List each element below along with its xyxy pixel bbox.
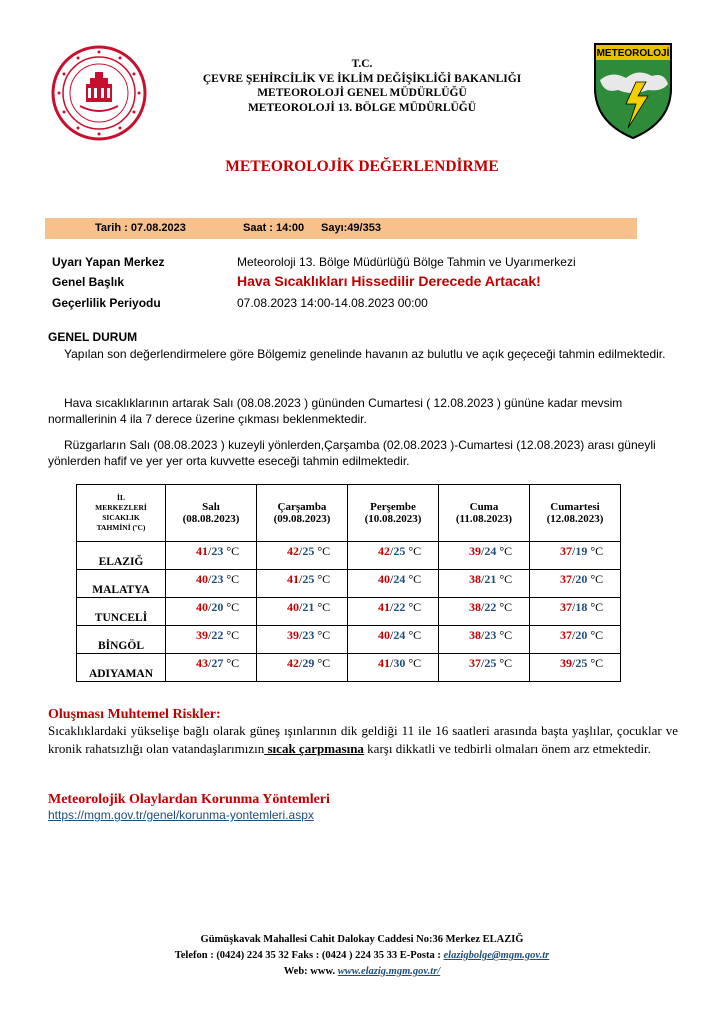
- footer: [0, 932, 724, 980]
- degree-unit: °C: [223, 572, 240, 586]
- city-name: BİNGÖL: [77, 626, 166, 654]
- temperature-cell: [257, 598, 348, 626]
- max-temp: 41: [378, 656, 390, 670]
- risks-text: Sıcaklıklardaki yükselişe bağlı olarak güneş ışınlarının dik geldiği 11 ile 16 saatleri arasında başta yaşlılar, çocuklar ve kronik rahatsızlığı olan vatandaşlarımızın sıcak çarpmasına karşı dikkatli ve tedbirli olmaları önem arz etmektedir.: [48, 723, 678, 756]
- general-paragraph-1: Yapılan son değerlendirmelere göre Bölgemiz genelinde havanın az bulutlu ve açık geçeceği tahmin edilmektedir.: [64, 347, 666, 361]
- degree-unit: °C: [223, 656, 240, 670]
- min-temp: 23: [302, 628, 315, 642]
- meteoroloji-logo: [592, 40, 674, 140]
- table-row: [77, 626, 621, 654]
- temp-separator: /: [481, 656, 485, 670]
- temp-separator: /: [208, 656, 212, 670]
- min-temp: 23: [211, 544, 224, 558]
- temp-separator: /: [208, 544, 212, 558]
- max-temp: 39: [196, 628, 208, 642]
- max-temp: 39: [287, 628, 299, 642]
- degree-unit: °C: [405, 628, 422, 642]
- table-day-header: Cuma (11.08.2023): [439, 485, 530, 542]
- min-temp: 25: [484, 656, 497, 670]
- min-temp: 18: [575, 600, 588, 614]
- max-temp: 40: [378, 628, 390, 642]
- min-temp: 27: [211, 656, 224, 670]
- footer-address: Gümüşkavak Mahallesi Cahit Dalokay Caddesi No:36 Merkez ELAZIĞ: [200, 934, 524, 945]
- temperature-cell: [166, 654, 257, 682]
- min-temp: 29: [302, 656, 315, 670]
- header-regional-directorate: METEOROLOJİ 13. BÖLGE MÜDÜRLÜĞÜ: [247, 101, 477, 114]
- city-name: ADIYAMAN: [77, 654, 166, 682]
- max-temp: 40: [287, 600, 299, 614]
- time-text: Saat : 14:00: [243, 222, 305, 234]
- min-temp: 21: [484, 572, 497, 586]
- temperature-cell: [257, 654, 348, 682]
- temperature-cell: [530, 542, 621, 570]
- temperature-cell: [530, 626, 621, 654]
- degree-unit: °C: [496, 544, 513, 558]
- degree-unit: °C: [587, 656, 604, 670]
- temp-separator: /: [572, 544, 576, 558]
- degree-unit: °C: [223, 600, 240, 614]
- temperature-cell: [439, 542, 530, 570]
- temp-separator: /: [390, 544, 394, 558]
- temp-separator: /: [481, 628, 485, 642]
- max-temp: 41: [378, 600, 390, 614]
- temperature-cell: [439, 570, 530, 598]
- degree-unit: °C: [496, 600, 513, 614]
- table-row: [77, 598, 621, 626]
- max-temp: 38: [469, 600, 481, 614]
- degree-unit: °C: [587, 600, 604, 614]
- degree-unit: °C: [223, 628, 240, 642]
- temp-separator: /: [390, 628, 394, 642]
- table-corner-header: İL MERKEZLERİ SICAKLIK TAHMİNİ (ºC): [77, 485, 166, 542]
- logo-text: METEOROLOJİ: [596, 48, 670, 59]
- temp-separator: /: [481, 544, 485, 558]
- city-name: MALATYA: [77, 570, 166, 598]
- temp-separator: /: [208, 628, 212, 642]
- min-temp: 23: [211, 572, 224, 586]
- min-temp: 20: [575, 572, 588, 586]
- temp-separator: /: [299, 572, 303, 586]
- temp-separator: /: [299, 544, 303, 558]
- risks-emphasis: sıcak çarpmasına: [264, 741, 364, 756]
- min-temp: 19: [575, 544, 588, 558]
- header-general-directorate: METEOROLOJİ GENEL MÜDÜRLÜĞÜ: [257, 87, 467, 99]
- min-temp: 23: [484, 628, 497, 642]
- header-ministry: ÇEVRE ŞEHİRCİLİK VE İKLİM DEĞİŞİKLİĞİ BAKANLIĞI: [202, 72, 522, 85]
- temp-separator: /: [390, 656, 394, 670]
- table-header-row: [77, 485, 621, 542]
- degree-unit: °C: [405, 572, 422, 586]
- degree-unit: °C: [587, 628, 604, 642]
- temperature-cell: [439, 626, 530, 654]
- max-temp: 37: [560, 600, 572, 614]
- min-temp: 25: [302, 572, 315, 586]
- temperature-table: [76, 484, 621, 682]
- degree-unit: °C: [314, 628, 331, 642]
- max-temp: 41: [287, 572, 299, 586]
- degree-unit: °C: [223, 544, 240, 558]
- max-temp: 40: [196, 600, 208, 614]
- general-title: GENEL DURUM: [48, 330, 138, 344]
- general-paragraph-2: Hava sıcaklıklarının artarak Salı (08.08.2023 ) gününden Cumartesi ( 12.08.2023 ) gününe kadar mevsim normallerinin 4 ila 7 derece üzerine çıkması beklenmektedir.: [48, 396, 623, 426]
- min-temp: 22: [393, 600, 406, 614]
- temperature-cell: [257, 570, 348, 598]
- temperature-cell: [530, 570, 621, 598]
- info-value-period: 07.08.2023 14:00-14.08.2023 00:00: [237, 296, 428, 310]
- table-day-header: Çarşamba (09.08.2023): [257, 485, 348, 542]
- max-temp: 37: [560, 628, 572, 642]
- min-temp: 20: [575, 628, 588, 642]
- degree-unit: °C: [314, 544, 331, 558]
- info-value-headline: Hava Sıcaklıkları Hissedilir Derecede Artacak!: [237, 273, 541, 289]
- degree-unit: °C: [405, 544, 422, 558]
- table-day-header: Salı (08.08.2023): [166, 485, 257, 542]
- max-temp: 41: [196, 544, 208, 558]
- temperature-cell: [166, 542, 257, 570]
- min-temp: 24: [393, 572, 406, 586]
- temp-separator: /: [390, 600, 394, 614]
- temp-separator: /: [208, 572, 212, 586]
- degree-unit: °C: [496, 572, 513, 586]
- temperature-cell: [530, 598, 621, 626]
- temperature-cell: [348, 570, 439, 598]
- header-line-tc: T.C.: [351, 58, 373, 70]
- temp-separator: /: [390, 572, 394, 586]
- table-row: [77, 542, 621, 570]
- min-temp: 20: [211, 600, 224, 614]
- max-temp: 40: [196, 572, 208, 586]
- max-temp: 37: [560, 572, 572, 586]
- footer-web-link[interactable]: www.elazig.mgm.gov.tr/: [337, 966, 441, 977]
- temp-separator: /: [299, 628, 303, 642]
- temp-separator: /: [481, 572, 485, 586]
- max-temp: 39: [560, 656, 572, 670]
- table-row: [77, 654, 621, 682]
- number-text: Sayı:49/353: [321, 222, 381, 234]
- min-temp: 25: [575, 656, 588, 670]
- degree-unit: °C: [314, 656, 331, 670]
- temp-separator: /: [299, 600, 303, 614]
- info-label-period: Geçerlilik Periyodu: [52, 296, 161, 310]
- temp-separator: /: [299, 656, 303, 670]
- temperature-cell: [257, 626, 348, 654]
- temp-separator: /: [481, 600, 485, 614]
- info-label-center: Uyarı Yapan Merkez: [52, 255, 165, 269]
- degree-unit: °C: [496, 628, 513, 642]
- max-temp: 42: [287, 656, 299, 670]
- protection-title: Meteorolojik Olaylardan Korunma Yöntemleri: [48, 792, 330, 807]
- max-temp: 42: [378, 544, 390, 558]
- footer-email-link[interactable]: elazigbolge@mgm.gov.tr: [443, 950, 550, 961]
- temp-separator: /: [208, 600, 212, 614]
- footer-web: Web: www. www.elazig.mgm.gov.tr/: [283, 966, 441, 977]
- max-temp: 42: [287, 544, 299, 558]
- temperature-cell: [166, 598, 257, 626]
- degree-unit: °C: [587, 544, 604, 558]
- min-temp: 30: [393, 656, 406, 670]
- info-value-center: Meteoroloji 13. Bölge Müdürlüğü Bölge Tahmin ve Uyarımerkezi: [237, 255, 576, 269]
- temperature-cell: [439, 598, 530, 626]
- temperature-cell: [348, 542, 439, 570]
- temp-separator: /: [572, 628, 576, 642]
- date-bar: [45, 218, 637, 239]
- degree-unit: °C: [587, 572, 604, 586]
- protection-link[interactable]: https://mgm.gov.tr/genel/korunma-yontemleri.aspx: [48, 808, 314, 822]
- general-paragraph-3: Rüzgarların Salı (08.08.2023 ) kuzeyli yönlerden,Çarşamba (02.08.2023 )-Cumartesi (12.08.2023) arası güneyli yönlerden hafif ve yer yer orta kuvvette eseceği tahmin edilmektedir.: [48, 438, 656, 468]
- temp-separator: /: [572, 600, 576, 614]
- table-day-header: Cumartesi (12.08.2023): [530, 485, 621, 542]
- min-temp: 24: [393, 628, 406, 642]
- min-temp: 24: [484, 544, 497, 558]
- temp-separator: /: [572, 656, 576, 670]
- min-temp: 22: [211, 628, 224, 642]
- min-temp: 25: [393, 544, 406, 558]
- degree-unit: °C: [314, 572, 331, 586]
- table-day-header: Perşembe (10.08.2023): [348, 485, 439, 542]
- temp-separator: /: [572, 572, 576, 586]
- risks-title: Oluşması Muhtemel Riskler:: [48, 707, 221, 722]
- document-title: METEOROLOJİK DEĞERLENDİRME: [225, 158, 499, 175]
- temperature-cell: [348, 654, 439, 682]
- temperature-cell: [530, 654, 621, 682]
- max-temp: 39: [469, 544, 481, 558]
- temperature-cell: [439, 654, 530, 682]
- temperature-cell: [348, 626, 439, 654]
- info-label-headline: Genel Başlık: [52, 275, 125, 289]
- max-temp: 38: [469, 628, 481, 642]
- degree-unit: °C: [314, 600, 331, 614]
- temperature-cell: [348, 598, 439, 626]
- max-temp: 40: [378, 572, 390, 586]
- temperature-cell: [166, 626, 257, 654]
- table-row: [77, 570, 621, 598]
- date-text: Tarih : 07.08.2023: [95, 222, 186, 234]
- degree-unit: °C: [405, 600, 422, 614]
- city-name: ELAZIĞ: [77, 542, 166, 570]
- degree-unit: °C: [496, 656, 513, 670]
- min-temp: 21: [302, 600, 315, 614]
- min-temp: 25: [302, 544, 315, 558]
- max-temp: 37: [560, 544, 572, 558]
- temperature-cell: [257, 542, 348, 570]
- max-temp: 43: [196, 656, 208, 670]
- max-temp: 38: [469, 572, 481, 586]
- max-temp: 37: [469, 656, 481, 670]
- footer-contact: Telefon : (0424) 224 35 32 Faks : (0424 ) 224 35 33 E-Posta : elazigbolge@mgm.gov.tr: [174, 950, 550, 961]
- degree-unit: °C: [405, 656, 422, 670]
- temperature-cell: [166, 570, 257, 598]
- min-temp: 22: [484, 600, 497, 614]
- city-name: TUNCELİ: [77, 598, 166, 626]
